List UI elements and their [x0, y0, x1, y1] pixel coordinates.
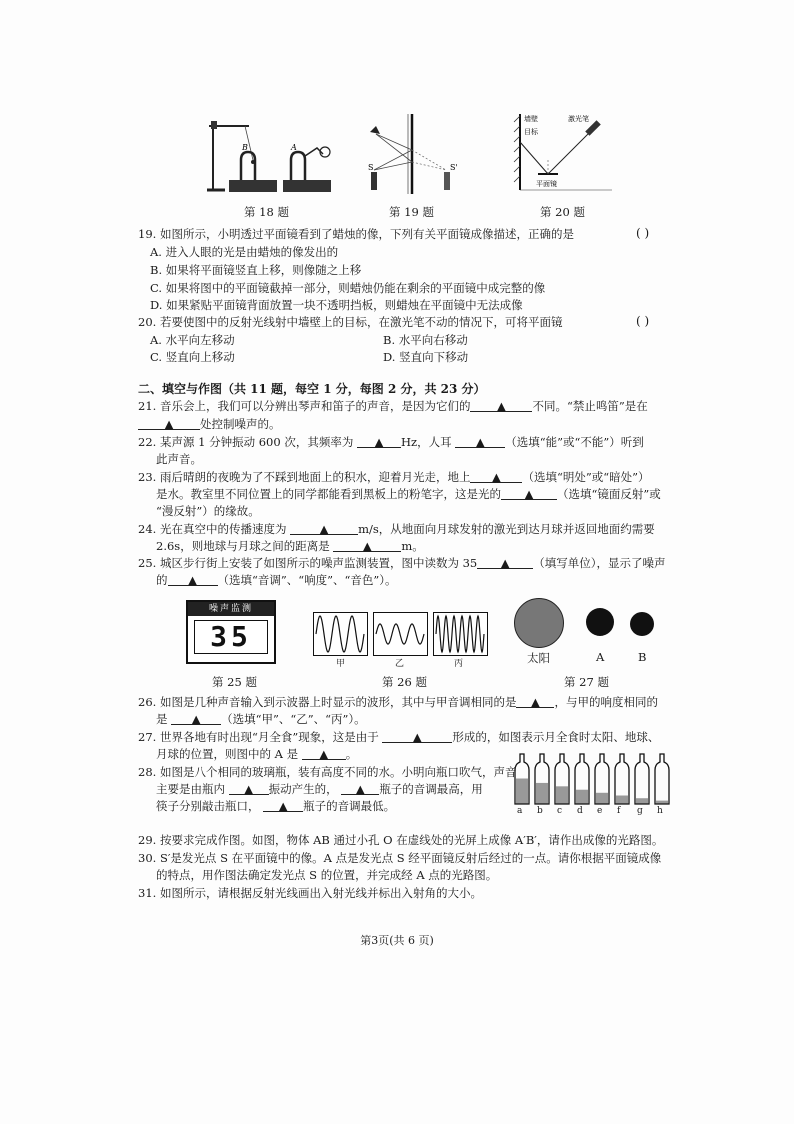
bottle-water-a — [516, 779, 528, 805]
q26-text-3: 是 — [156, 712, 168, 726]
bottle-water-b — [536, 783, 548, 804]
label-plane-mirror: 平面镜 — [536, 180, 557, 188]
q23-text-3: 是水。教室里不同位置上的同学都能看到黑板上的粉笔字，这是光的 — [156, 487, 501, 501]
fig25-noise-monitor — [186, 600, 276, 664]
q22-text-2: Hz，人耳 — [401, 435, 452, 449]
q22-blank-2[interactable]: ▲ — [455, 434, 505, 448]
q26-text-2: ，与甲的响度相同的 — [554, 695, 658, 709]
q27-text-3: 月球的位置，则图中的 A 是 — [156, 747, 299, 761]
bottle-water-f — [616, 796, 628, 805]
q24-text-4: m。 — [401, 539, 424, 553]
question-28: 28. 如图是八个相同的玻璃瓶，装有高度不同的水。小明向瓶口吹气，声音 — [138, 765, 517, 779]
q23-blank-1[interactable]: ▲ — [470, 469, 522, 483]
question-27-line2 — [156, 746, 357, 762]
section-2-heading: 二、填空与作图（共 11 题，每空 1 分，每图 2 分，共 23 分） — [138, 382, 486, 396]
q28-text-4: 瓶子的音调最高，用 — [379, 782, 483, 796]
q28-text-3: 振动产生的， — [268, 782, 338, 796]
question-27 — [138, 729, 659, 745]
question-23-line2 — [156, 486, 661, 502]
q27-text-2: 形成的，如图表示月全食时太阳、地球、 — [452, 730, 660, 744]
q27-text-1: 27. 世界各地有时出现“月全食”现象，这是由于 — [138, 730, 379, 744]
q28-blank-1[interactable]: ▲ — [229, 781, 269, 795]
question-29: 29. 按要求完成作图。如图，物体 AB 通过小孔 O 在虚线处的光屏上成像 A′B′，请作出成像的光路图。 — [138, 833, 664, 847]
label-sun: 太阳 — [527, 651, 550, 665]
q28-text-2: 主要是由瓶内 — [156, 782, 225, 796]
question-20-answer-paren: ( ) — [636, 314, 650, 328]
q28-blank-2[interactable]: ▲ — [341, 781, 379, 795]
question-28-line3 — [156, 798, 395, 814]
question-19-answer-paren: ( ) — [636, 226, 650, 240]
fig26-label-bing: 丙 — [454, 659, 464, 669]
question-26-line2 — [156, 711, 366, 727]
q26-blank-2[interactable]: ▲ — [171, 711, 221, 725]
label-s-prime: S' — [450, 163, 458, 172]
page-footer: 第3页(共 6 页) — [360, 934, 434, 947]
fig18-tuning-forks-diagram — [205, 112, 345, 197]
fig20-laser-mirror-diagram — [512, 112, 622, 197]
question-20-stem: 20. 若要使图中的反射光线射中墙壁上的目标，在激光笔不动的情况下，可将平面镜 — [138, 315, 563, 329]
label-a: A — [596, 650, 605, 664]
q26-text-4: （选填“甲”、“乙”、“丙”）。 — [221, 712, 366, 726]
question-30-line2: 的特点，用作图法确定发光点 S 的位置，并完成经 A 点的光路图。 — [156, 868, 498, 882]
body-b-disc — [630, 612, 654, 636]
bottle-label-b: b — [537, 806, 543, 816]
question-21 — [138, 398, 648, 414]
q19-option-d: D. 如果紧贴平面镜背面放置一块不透明挡板，则蜡烛在平面镜中无法成像 — [150, 298, 523, 312]
question-23 — [138, 469, 649, 485]
q19-option-b: B. 如果将平面镜竖直上移，则像随之上移 — [150, 263, 362, 277]
label-b: B — [638, 650, 647, 664]
q24-text-3: 2.6s，则地球与月球之间的距离是 — [156, 539, 330, 553]
label-wall: 墙壁 — [524, 115, 538, 123]
fig18-caption: 第 18 题 — [244, 205, 289, 219]
question-31: 31. 如图所示，请根据反射光线画出入射光线并标出入射角的大小。 — [138, 886, 482, 900]
q20-option-d: D. 竖直向下移动 — [383, 350, 469, 364]
q24-blank-1[interactable]: ▲ — [290, 521, 358, 535]
bottle-label-d: d — [577, 806, 583, 816]
q28-text-5: 筷子分别敲击瓶口， — [156, 799, 260, 813]
bottle-label-e: e — [597, 806, 603, 816]
q26-blank-1[interactable]: ▲ — [516, 694, 554, 708]
question-21-line2 — [138, 416, 281, 432]
q24-text-2: m/s，从地面向月球发射的激光到达月球并返回地面约需要 — [358, 522, 655, 536]
q28-text-6: 瓶子的音调最低。 — [303, 799, 396, 813]
q27-blank-2[interactable]: ▲ — [302, 746, 346, 760]
q27-text-4: 。 — [345, 747, 358, 761]
q28-blank-3[interactable]: ▲ — [263, 798, 303, 812]
bottle-label-g: g — [637, 806, 643, 816]
bottle-labels — [512, 806, 672, 820]
body-a-disc — [586, 608, 614, 636]
fig25-caption: 第 25 题 — [212, 675, 257, 689]
question-30: 30. S′是发光点 S 在平面镜中的像。A 点是发光点 S 经平面镜反射后经过的一点。请你根据平面镜成像 — [138, 851, 662, 865]
bottle-label-h: h — [657, 806, 663, 816]
label-b: B — [242, 143, 248, 152]
q21-blank-1[interactable]: ▲ — [470, 398, 532, 412]
label-s: S — [368, 163, 374, 172]
q27-blank-1[interactable]: ▲ — [382, 729, 452, 743]
q21-text-2: 不同。“禁止鸣笛”是在 — [532, 399, 648, 413]
fig26-caption: 第 26 题 — [382, 675, 427, 689]
q21-text-1: 21. 音乐会上，我们可以分辨出琴声和笛子的声音，是因为它们的 — [138, 399, 471, 413]
fig26-waveforms — [313, 612, 489, 656]
fig20-caption: 第 20 题 — [540, 205, 585, 219]
q25-text-4: （选填“音调”、“响度”、“音色”）。 — [217, 573, 397, 587]
q23-blank-2[interactable]: ▲ — [501, 486, 557, 500]
q25-blank-2[interactable]: ▲ — [168, 572, 218, 586]
q21-text-3: 处控制噪声的。 — [200, 417, 281, 431]
question-25 — [138, 555, 665, 571]
q23-text-4: （选填“镜面反射”或 — [557, 487, 661, 501]
q22-text-1: 22. 某声源 1 分钟振动 600 次，其频率为 — [138, 435, 354, 449]
question-25-line2 — [156, 572, 397, 588]
q22-blank-1[interactable]: ▲ — [357, 434, 401, 448]
q26-text-1: 26. 如图是几种声音输入到示波器上时显示的波形，其中与甲音调相同的是 — [138, 695, 517, 709]
bottle-water-d — [576, 790, 588, 804]
noise-monitor-title: 噪声监测 — [188, 602, 274, 616]
q24-blank-2[interactable]: ▲ — [333, 538, 401, 552]
q25-text-3: 的 — [156, 573, 168, 587]
bottle-label-c: c — [557, 806, 563, 816]
bottle-water-c — [556, 786, 568, 804]
q20-option-a: A. 水平向左移动 — [150, 333, 235, 347]
q25-text-1: 25. 城区步行街上安装了如图所示的噪声监测装置，图中读数为 35 — [138, 556, 478, 570]
bottle-g — [635, 754, 649, 804]
question-26 — [138, 694, 658, 710]
q19-option-c: C. 如果将图中的平面镜截掉一部分，则蜡烛仍能在剩余的平面镜中成完整的像 — [150, 281, 546, 295]
q23-text-5: “漫反射”）的缘故。 — [156, 504, 260, 518]
q25-blank-1[interactable]: ▲ — [477, 555, 533, 569]
q23-text-1: 23. 雨后晴朗的夜晚为了不踩到地面上的积水，迎着月光走，地上 — [138, 470, 471, 484]
q20-option-b: B. 水平向右移动 — [383, 333, 468, 347]
question-24-line2 — [156, 538, 424, 554]
question-28-line2 — [156, 781, 483, 797]
q24-text-1: 24. 光在真空中的传播速度为 — [138, 522, 287, 536]
q25-text-2: （填写单位），显示了噪声 — [533, 556, 666, 570]
label-a: A — [291, 143, 297, 152]
bottle-label-a: a — [517, 806, 523, 816]
q19-option-a: A. 进入人眼的光是由蜡烛的像发出的 — [150, 245, 339, 259]
bottle-water-g — [636, 798, 648, 804]
fig26-label-jia: 甲 — [336, 659, 346, 669]
q20-option-c: C. 竖直向上移动 — [150, 350, 235, 364]
bottle-water-e — [596, 793, 608, 804]
question-19-stem: 19. 如图所示，小明透过平面镜看到了蜡烛的像，下列有关平面镜成像描述，正确的是 — [138, 227, 574, 241]
question-24 — [138, 521, 655, 537]
q22-text-3: （选填“能”或“不能”）听到 — [505, 435, 644, 449]
fig26-label-yi: 乙 — [395, 659, 405, 669]
bottle-h — [655, 754, 669, 804]
bottle-label-f: f — [617, 806, 621, 816]
label-laser-pen: 激光笔 — [568, 115, 589, 123]
q21-blank-2[interactable]: ▲ — [138, 416, 200, 430]
fig19-mirror-candle-diagram — [362, 112, 462, 197]
fig19-caption: 第 19 题 — [389, 205, 434, 219]
question-22 — [138, 434, 644, 450]
fig27-caption: 第 27 题 — [564, 675, 609, 689]
q23-text-2: （选填“明处”或“暗处”） — [522, 470, 650, 484]
label-target: 目标 — [524, 128, 538, 136]
q22-text-4: 此声音。 — [156, 452, 202, 466]
sun-disc — [514, 598, 564, 648]
noise-monitor-reading: 35 — [194, 620, 268, 654]
